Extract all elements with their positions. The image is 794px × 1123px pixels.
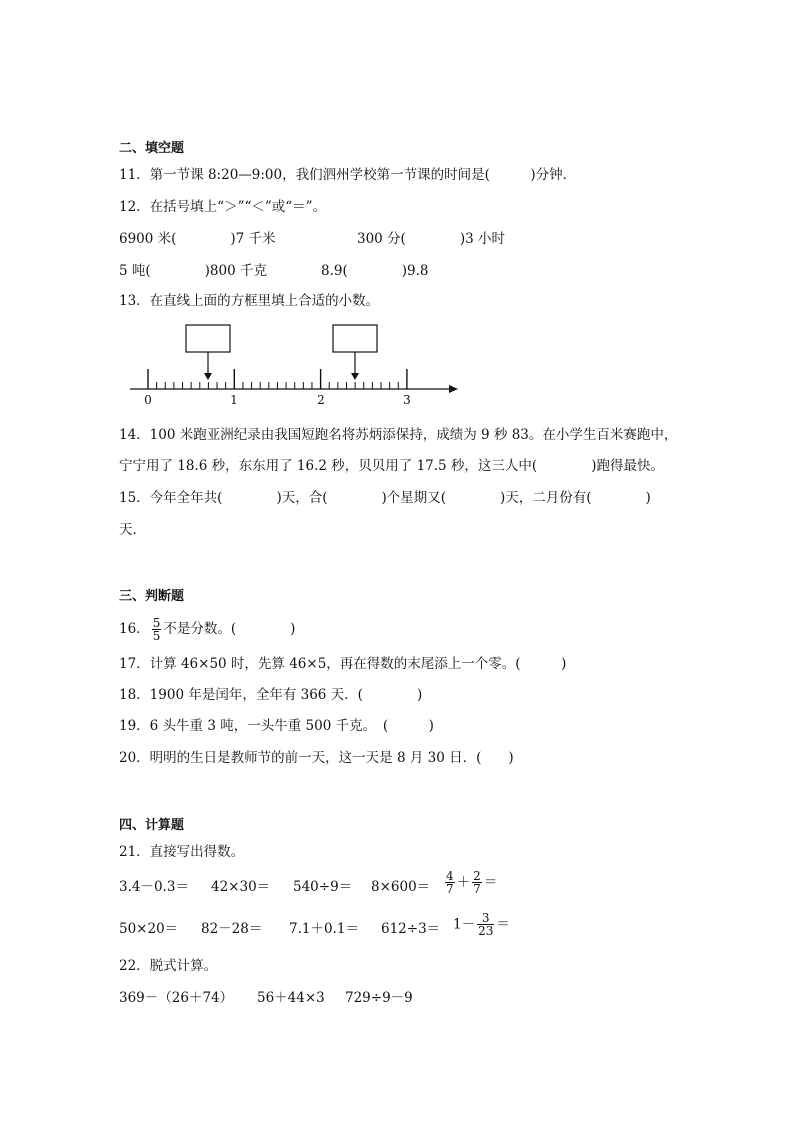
section-heading-true-false: 三、判断题 xyxy=(119,589,185,604)
q16-fraction xyxy=(152,617,162,642)
answer-box-1[interactable] xyxy=(186,325,230,352)
question-18: 18．1900 年是闰年，全年有 366 天．( ) xyxy=(119,687,423,703)
calc-r2-c5: 1－ $\frac{3}{23}$ ＝ xyxy=(453,911,510,938)
calc-r1-c5: $\frac{4}{7}$ ＋ $\frac{2}{7}$ ＝ xyxy=(446,869,498,896)
number-line-arrowhead xyxy=(449,385,458,393)
calc-r3-c3: 729÷9－9 xyxy=(345,990,413,1006)
question-14-line-2: 宁宁用了 18.6 秒，东东用了 16.2 秒，贝贝用了 17.5 秒，这三人中( )跑得最快。 xyxy=(119,458,664,474)
question-12: 12．在括号填上“＞”“＜”或“＝”。 xyxy=(119,199,327,215)
tick-label-3: 3 xyxy=(403,393,411,407)
q12-item-4: 8.9( )9.8 xyxy=(321,263,429,279)
question-11: 11．第一节课 8:20—9:00，我们泗州学校第一节课的时间是( )分钟． xyxy=(119,167,577,183)
calc-r2-c4: 612÷3＝ xyxy=(381,921,441,937)
arrow-2-head xyxy=(351,373,359,380)
calc-r2-c1: 50×20＝ xyxy=(119,921,179,937)
tick-label-2: 2 xyxy=(317,393,325,407)
arrow-1-head xyxy=(204,373,212,380)
section-heading-fill-blank: 二、填空题 xyxy=(119,141,185,156)
question-22: 22．脱式计算。 xyxy=(119,958,218,974)
calc-r1-c3: 540÷9＝ xyxy=(293,879,353,895)
calc-r2-c2: 82－28＝ xyxy=(201,921,263,937)
question-15-line-1: 15．今年全年共( )天，合( )个星期又( )天，二月份有( ) xyxy=(119,490,651,506)
question-19: 19．6 头牛重 3 吨，一头牛重 500 千克。 ( ) xyxy=(119,718,434,734)
question-16 xyxy=(119,617,295,642)
calc-r1-c2: 42×30＝ xyxy=(211,879,271,895)
q16-denominator: 5 xyxy=(152,629,161,643)
answer-box-2[interactable] xyxy=(333,325,377,352)
question-13: 13．在直线上面的方框里填上合适的小数。 xyxy=(119,293,380,309)
question-21: 21．直接写出得数。 xyxy=(119,844,245,860)
tick-label-1: 1 xyxy=(230,393,238,407)
q16-prefix: 16． xyxy=(119,621,150,637)
q16-numerator: 5 xyxy=(152,616,161,630)
question-15-line-2: 天． xyxy=(119,522,146,538)
calc-r3-c1: 369－（26＋74） xyxy=(119,990,234,1006)
calc-r1-frac-a: $\frac{4}{7}$ xyxy=(446,869,454,896)
q16-suffix: 不是分数。( ) xyxy=(163,621,296,637)
calc-r1-frac-b: $\frac{2}{7}$ xyxy=(473,869,481,896)
number-line-diagram xyxy=(120,318,465,408)
q12-item-1: 6900 米( )7 千米 xyxy=(119,231,276,247)
calc-r1-c4: 8×600＝ xyxy=(371,879,431,895)
calc-r2-c3: 7.1＋0.1＝ xyxy=(289,921,359,937)
q12-item-2: 300 分( )3 小时 xyxy=(357,231,505,247)
question-20: 20．明明的生日是教师节的前一天，这一天是 8 月 30 日．( ) xyxy=(119,750,514,766)
calc-r1-c1: 3.4－0.3＝ xyxy=(119,879,189,895)
tick-label-0: 0 xyxy=(144,393,152,407)
section-heading-calculation: 四、计算题 xyxy=(119,818,185,833)
number-line-ticks xyxy=(148,369,407,389)
question-14-line-1: 14．100 米跑亚洲纪录由我国短跑名将苏炳添保持，成绩为 9 秒 83。在小学生百米赛跑中， xyxy=(119,427,678,443)
calc-r3-c2: 56＋44×3 xyxy=(257,990,325,1006)
calc-r2-frac: $\frac{3}{23}$ xyxy=(478,911,494,938)
q12-item-3: 5 吨( )800 千克 xyxy=(119,263,267,279)
question-17: 17．计算 46×50 时，先算 46×5，再在得数的末尾添上一个零。( ) xyxy=(119,656,567,672)
